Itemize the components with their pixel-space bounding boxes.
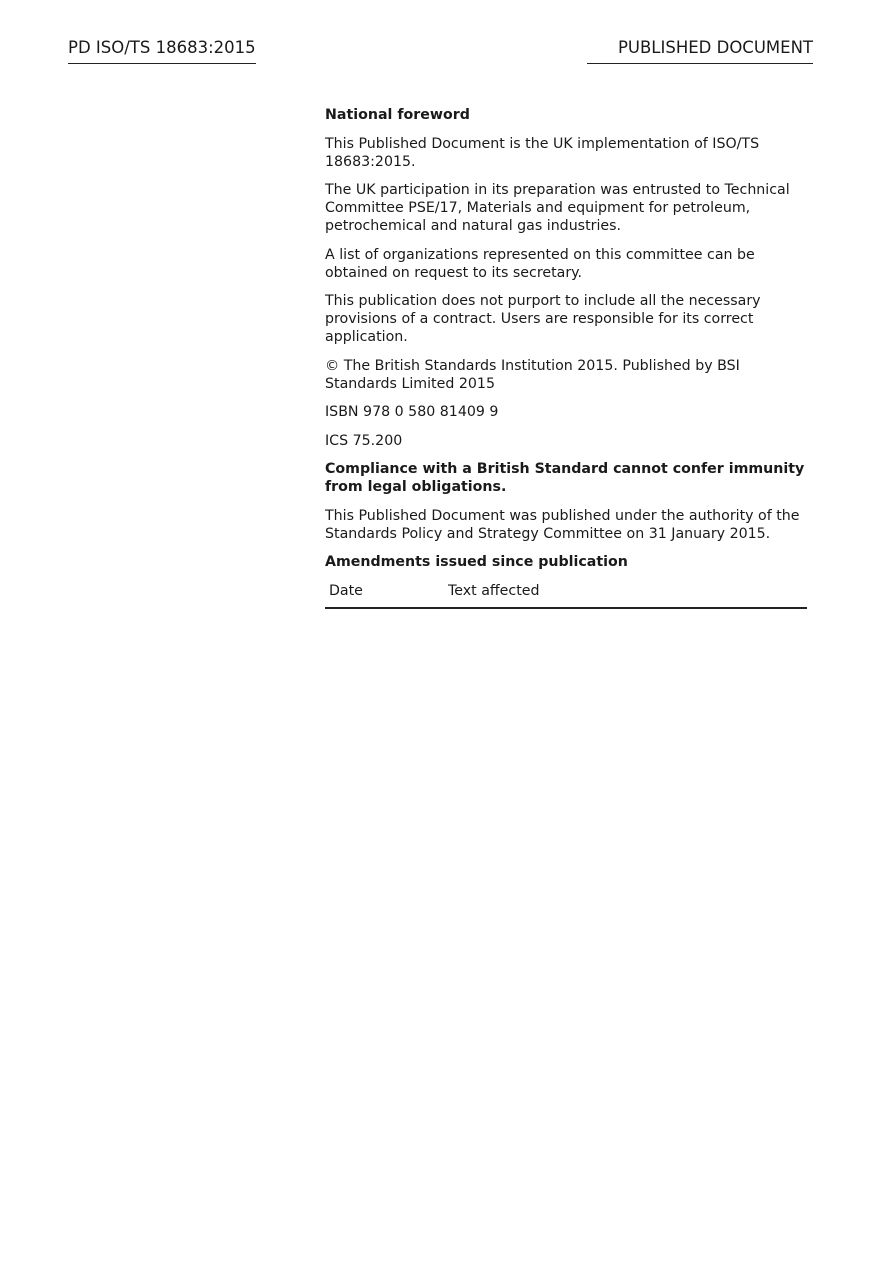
table-header-row <box>325 578 807 608</box>
foreword-paragraph: This publication does not purport to include all the necessary provisions of a contract. Users are responsible for its correct application. <box>325 293 761 345</box>
copyright-notice: © The British Standards Institution 2015. Published by BSI Standards Limited 2015 <box>325 357 740 392</box>
ics-code: ICS 75.200 <box>325 432 403 449</box>
foreword-heading: National foreword <box>325 107 470 123</box>
document-type: PUBLISHED DOCUMENT <box>587 38 813 64</box>
foreword-paragraph: A list of organizations represented on this committee can be obtained on request to its secretary. <box>325 246 755 281</box>
amendments-heading: Amendments issued since publication <box>325 554 628 570</box>
foreword-paragraph: This Published Document is the UK implementation of ISO/TS 18683:2015. <box>325 135 760 170</box>
foreword-paragraph: The UK participation in its preparation was entrusted to Technical Committee PSE/17, Materials and equipment for petroleum, petrochemical and natural gas industries. <box>325 182 790 234</box>
column-header-date: Date <box>325 578 444 608</box>
document-code: PD ISO/TS 18683:2015 <box>68 38 256 64</box>
amendments-table <box>325 578 807 609</box>
column-header-text-affected: Text affected <box>444 578 807 608</box>
authority-statement: This Published Document was published under the authority of the Standards Policy and Strategy Committee on 31 January 2015. <box>325 507 800 542</box>
national-foreword <box>325 106 810 609</box>
isbn: ISBN 978 0 580 81409 9 <box>325 404 499 420</box>
compliance-notice: Compliance with a British Standard cannot confer immunity from legal obligations. <box>325 461 805 495</box>
